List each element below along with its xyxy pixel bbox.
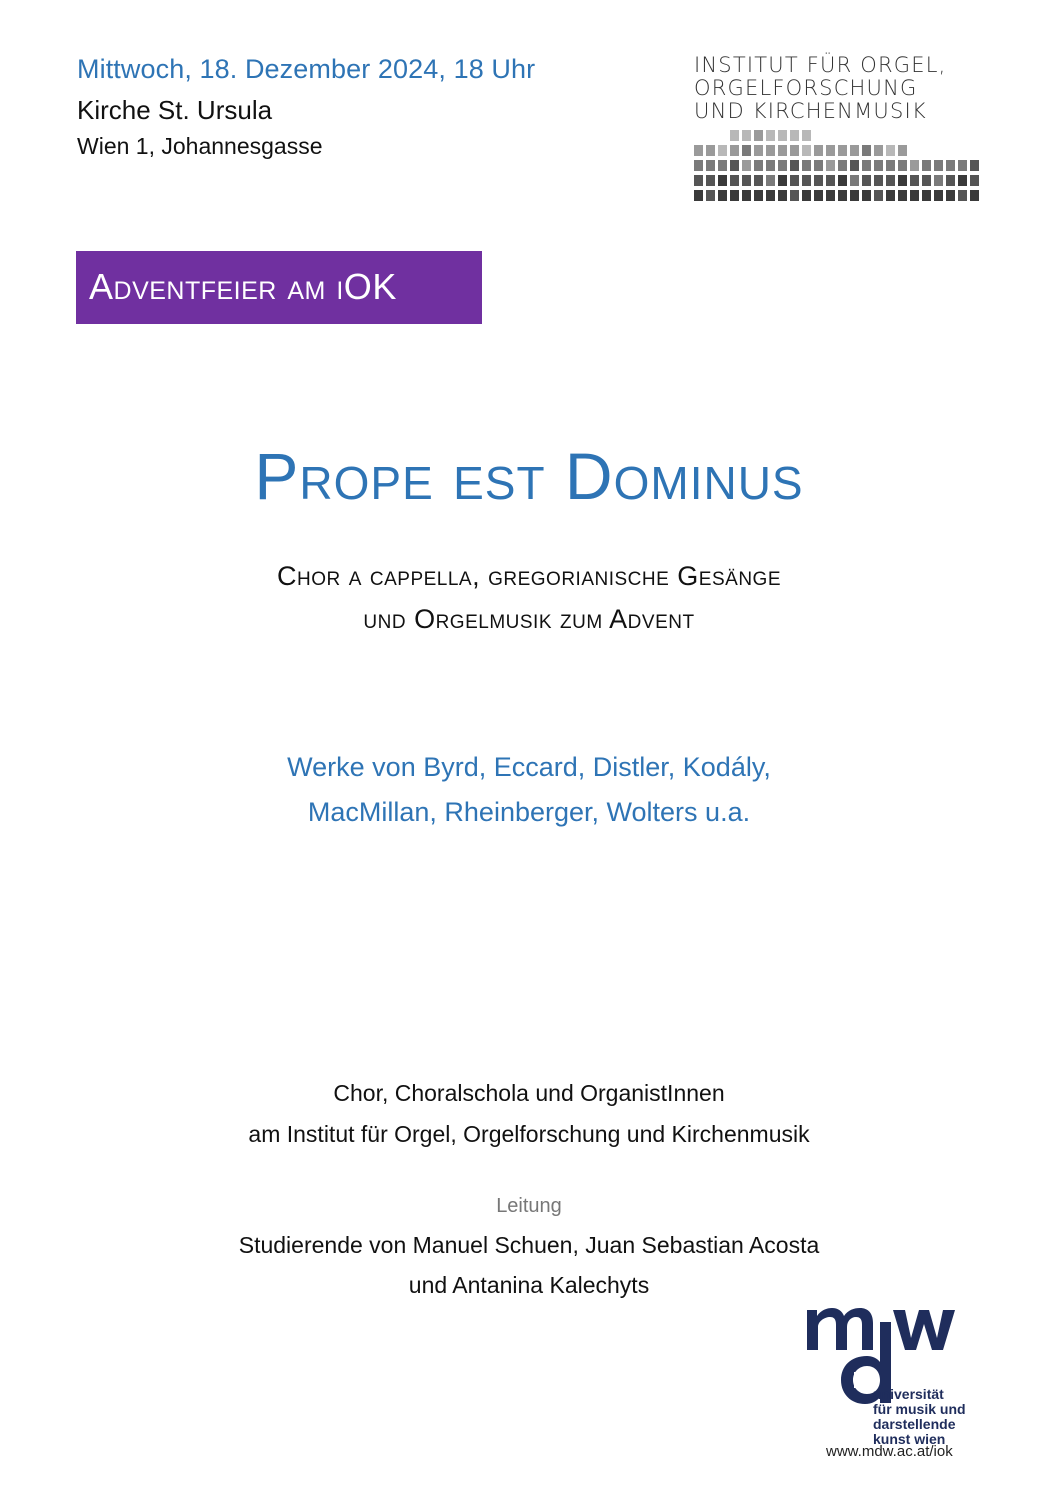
logo-grid-cell [850,175,859,186]
logo-grid-cell [694,160,703,171]
logo-grid-cell [838,145,847,156]
university-name-line-2: für musik und [873,1401,966,1417]
university-name-line-1: universität [873,1386,944,1402]
logo-grid-cell [850,145,859,156]
logo-grid-cell [874,160,883,171]
logo-grid-cell [814,190,823,201]
logo-grid-cell [778,190,787,201]
institute-name-line-1: INSTITUT FÜR ORGEL, [694,53,947,77]
logo-grid-cell [766,190,775,201]
logo-grid-cell [754,145,763,156]
institute-logo-text [694,54,984,123]
logo-grid-cell [862,145,871,156]
logo-grid-cell [934,160,943,171]
logo-grid-cell [826,190,835,201]
logo-grid-cell [862,190,871,201]
concert-subtitle-line-2: und Orgelmusik zum Advent [363,604,695,634]
event-date: Mittwoch, 18. Dezember 2024, 18 Uhr [77,54,536,84]
logo-grid-cell [754,160,763,171]
logo-grid-cell [826,145,835,156]
logo-grid-cell [718,190,727,201]
logo-grid-cell [886,160,895,171]
logo-grid-cell [886,145,895,156]
logo-grid-cell [922,160,931,171]
logo-grid-cell [958,160,967,171]
university-name [873,1387,966,1447]
logo-grid-cell [826,175,835,186]
logo-grid-cell [910,175,919,186]
logo-grid-cell [850,190,859,201]
logo-grid-cell [754,190,763,201]
logo-grid-cell [970,175,979,186]
logo-grid-cell [898,145,907,156]
logo-grid-cell [814,160,823,171]
logo-grid-cell [754,130,763,141]
logo-grid-cell [694,175,703,186]
logo-grid-cell [922,175,931,186]
logo-grid-cell [766,160,775,171]
logo-grid-cell [766,145,775,156]
university-name-line-3: darstellende [873,1416,956,1432]
logo-grid-cell [718,160,727,171]
works-line-1: Werke von Byrd, Eccard, Distler, Kodály, [287,752,771,782]
logo-grid-cell [898,160,907,171]
performers-line-1: Chor, Choralschola und OrganistInnen [333,1080,725,1106]
logo-grid-cell [802,160,811,171]
logo-grid-cell [922,190,931,201]
logo-grid-cell [970,190,979,201]
logo-grid-cell [874,145,883,156]
logo-grid-cell [790,130,799,141]
logo-grid-cell [970,160,979,171]
logo-grid-cell [754,175,763,186]
logo-grid-cell [802,130,811,141]
logo-grid-cell [910,190,919,201]
logo-grid-cell [862,160,871,171]
logo-grid-cell [826,160,835,171]
logo-grid-cell [766,175,775,186]
logo-grid-cell [862,175,871,186]
logo-grid-cell [790,145,799,156]
direction-label: Leitung [496,1195,562,1217]
logo-grid-cell [898,190,907,201]
institute-name-line-3: UND KIRCHENMUSIK [694,99,927,123]
concert-subtitle-line-1: Chor a cappella, gregorianische Gesänge [276,561,781,591]
university-name-line-4: kunst wien [873,1431,946,1447]
logo-grid-cell [934,190,943,201]
logo-grid-cell [946,190,955,201]
logo-grid-cell [790,190,799,201]
logo-grid-cell [958,190,967,201]
direction-line-2: und Antanina Kalechyts [408,1272,650,1298]
logo-grid-cell [694,145,703,156]
logo-grid-cell [706,160,715,171]
logo-grid-cell [790,175,799,186]
logo-grid-cell [886,175,895,186]
performers-line-2: am Institut für Orgel, Orgelforschung und Kirchenmusik [248,1121,810,1147]
works-line-2: MacMillan, Rheinberger, Wolters u.a. [307,797,751,827]
event-series-label: Adventfeier am iOK [89,266,397,307]
logo-grid-cell [706,190,715,201]
direction-line-1: Studierende von Manuel Schuen, Juan Sebastian Acosta [238,1232,820,1258]
logo-grid-cell [802,145,811,156]
logo-grid-cell [946,175,955,186]
logo-grid-cell [946,160,955,171]
logo-grid-cell [742,145,751,156]
logo-grid-cell [850,160,859,171]
logo-grid-cell [778,130,787,141]
logo-grid-cell [778,145,787,156]
logo-grid-cell [730,130,739,141]
logo-grid-cell [730,175,739,186]
logo-grid-cell [778,175,787,186]
logo-grid-cell [886,190,895,201]
logo-grid-cell [718,175,727,186]
logo-grid-cell [838,160,847,171]
logo-grid-cell [742,160,751,171]
logo-grid-cell [766,130,775,141]
logo-grid-cell [730,145,739,156]
logo-grid-cell [958,175,967,186]
logo-grid-cell [778,160,787,171]
logo-grid-cell [706,175,715,186]
logo-grid-cell [814,175,823,186]
logo-grid-cell [718,145,727,156]
logo-grid-cell [742,175,751,186]
logo-grid-cell [730,190,739,201]
logo-grid-cell [838,175,847,186]
logo-grid-cell [898,175,907,186]
logo-grid-cell [790,160,799,171]
logo-grid-cell [802,190,811,201]
concert-title: Prope est Dominus [254,439,804,513]
logo-grid-cell [910,160,919,171]
institute-logo-grid-icon [694,130,982,206]
logo-grid-cell [874,175,883,186]
event-venue: Kirche St. Ursula [77,95,273,125]
event-address: Wien 1, Johannesgasse [77,133,323,159]
logo-grid-cell [838,190,847,201]
logo-grid-cell [694,190,703,201]
institute-name-line-2: ORGELFORSCHUNG [694,76,918,100]
logo-grid-cell [742,130,751,141]
logo-grid-cell [730,160,739,171]
logo-grid-cell [706,145,715,156]
logo-grid-cell [814,145,823,156]
logo-grid-cell [802,175,811,186]
logo-grid-cell [874,190,883,201]
website-link[interactable]: www.mdw.ac.at/iok [826,1443,953,1460]
logo-grid-cell [742,190,751,201]
logo-grid-cell [934,175,943,186]
